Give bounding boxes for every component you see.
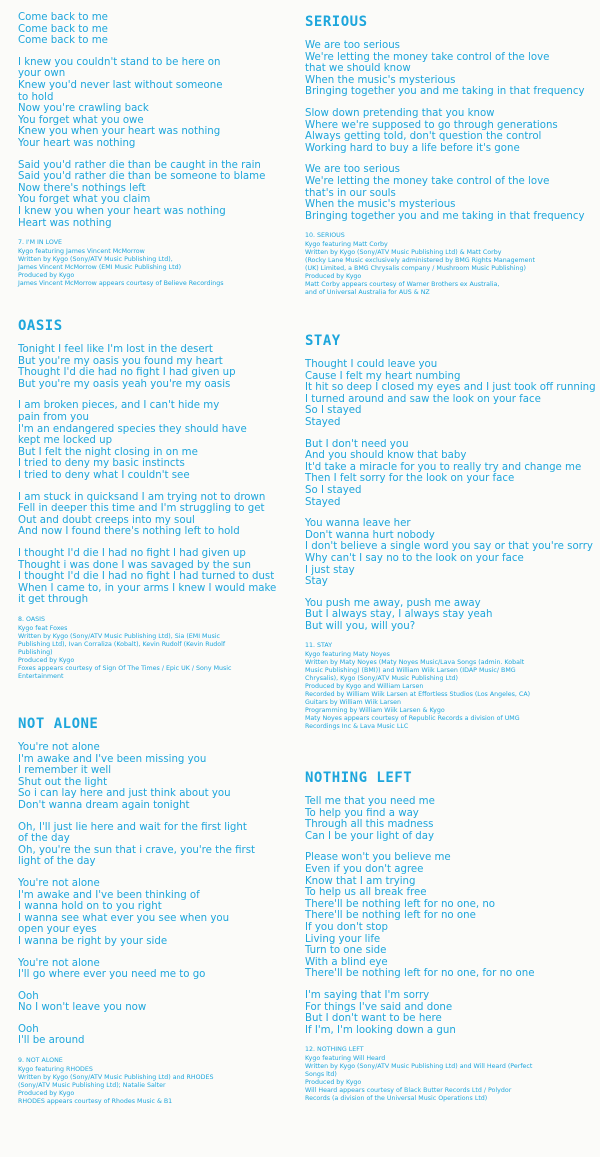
lyric-stanza — [18, 12, 293, 47]
credit-line: Produced by Kygo and William Larsen — [305, 683, 424, 691]
lyric-line: Oh, I'll just lie here and wait for the first light — [18, 821, 247, 833]
credit-line: Maty Noyes appears courtesy of Republic Records a division of UMG — [305, 715, 520, 723]
lyric-line: But I always stay, I always stay yeah — [305, 609, 493, 621]
credit-line: Music Publishing) (BMI)) and William Wiik Larsen (IDAP Music/ BMG — [305, 667, 516, 675]
lyric-line: Come back to me — [18, 12, 108, 23]
track-number-title: 8. OASIS — [18, 615, 46, 623]
track-credits — [305, 642, 595, 731]
lyric-line: If you don't stop — [305, 921, 388, 933]
lyric-line: So I stayed — [305, 405, 362, 417]
lyric-stanza — [305, 439, 595, 509]
credit-line: Written by Kygo (Sony/ATV Music Publishing Ltd) and RHODES — [18, 1074, 214, 1082]
lyric-line: Turn to one side — [305, 945, 387, 957]
lyric-stanza — [18, 878, 293, 948]
lyric-line: Then I felt sorry for the look on your face — [305, 473, 515, 485]
credit-line: Kygo featuring James Vincent McMorrow — [18, 248, 145, 256]
track-number-title: 10. SERIOUS — [305, 232, 345, 240]
lyric-line: Tell me that you need me — [305, 796, 435, 807]
lyric-line: We're letting the money take control of the love — [305, 175, 550, 187]
credit-line: Will Heard appears courtesy of Black Butter Records Ltd / Polydor — [305, 1087, 512, 1095]
section-nothing-left — [305, 770, 595, 1103]
lyric-line: Stayed — [305, 416, 341, 428]
lyric-line: Now you're crawling back — [18, 103, 149, 115]
lyric-line: You wanna leave her — [305, 518, 411, 530]
track-credits — [18, 616, 293, 681]
lyric-line: I'm an endangered species they should have — [18, 423, 247, 435]
lyric-line: of the day — [18, 833, 70, 845]
lyric-line: If I'm, I'm looking down a gun — [305, 1024, 456, 1036]
track-number-title: 12. NOTHING LEFT — [305, 1046, 364, 1054]
lyric-line: that we should know — [305, 63, 411, 75]
lyric-line: I am broken pieces, and I can't hide my — [18, 400, 220, 412]
credit-line: RHODES appears courtesy of Rhodes Music & B1 — [18, 1098, 173, 1106]
lyric-line: But you're my oasis you found my heart — [18, 355, 223, 367]
credit-line: Chrysalis), Kygo (Sony/ATV Music Publishing Ltd) — [305, 675, 458, 683]
lyric-line: Stay — [305, 576, 328, 588]
lyric-stanza — [18, 742, 293, 812]
lyric-stanza — [305, 796, 595, 842]
lyric-line: You're not alone — [18, 877, 100, 889]
lyric-line: With a blind eye — [305, 956, 388, 968]
lyric-stanza — [305, 598, 595, 633]
lyric-line: And now I found there's nothing left to hold — [18, 526, 240, 538]
lyric-line: But I don't want to be here — [305, 1013, 442, 1025]
credit-line: (Rocky Lane Music exclusively administered by BMG Rights Management — [305, 257, 535, 265]
lyric-line: I'll be around — [18, 1035, 85, 1047]
lyric-line: To help us all break free — [305, 887, 427, 899]
credit-line: Matt Corby appears courtesy of Warner Brothers ex Australia, — [305, 281, 500, 289]
credit-line: Written by Kygo (Sony/ATV Music Publishing Ltd), Sia (EMI Music — [18, 632, 220, 640]
track-number-title: 11. STAY — [305, 642, 333, 650]
lyric-line: light of the day — [18, 856, 96, 868]
section-serious — [305, 14, 595, 297]
credit-line: Songs ltd) — [305, 1071, 337, 1079]
credit-line: Records (a division of the Universal Music Operations Ltd) — [305, 1095, 488, 1103]
lyric-line: Ooh — [18, 990, 39, 1002]
credit-line: Entertainment — [18, 672, 64, 680]
credit-line: Produced by Kygo — [305, 1079, 362, 1087]
lyric-line: Said you'd rather die than be caught in the rain — [18, 159, 261, 171]
lyric-stanza — [305, 852, 595, 980]
lyric-line: pain from you — [18, 411, 89, 423]
lyric-line: We are too serious — [305, 40, 400, 51]
lyric-line: For things I've said and done — [305, 1001, 453, 1013]
credit-line: Guitars by William Wiik Larsen — [305, 699, 401, 707]
lyric-line: kept me locked up — [18, 435, 113, 447]
section-not-alone — [18, 716, 293, 1106]
credit-line: (UK) Limited, a BMG Chrysalis company / Mushroom Music Publishing) — [305, 265, 526, 273]
lyric-line: I turned around and saw the look on your face — [305, 393, 541, 405]
lyric-stanza — [305, 518, 595, 588]
section-come-back — [18, 12, 293, 288]
lyric-line: Your heart was nothing — [18, 137, 136, 149]
lyric-line: But I felt the night closing in on me — [18, 446, 198, 458]
credit-line: Programming by William Wiik Larsen & Kygo — [305, 707, 445, 715]
lyric-line: Why can't I say no to the look on your face — [305, 552, 524, 564]
credit-line: Kygo feat Foxes — [18, 624, 68, 632]
lyric-stanza — [305, 990, 595, 1036]
lyric-line: Come back to me — [18, 23, 108, 35]
lyric-line: There'll be nothing left for no one, for no one — [305, 968, 535, 980]
lyric-line: Stayed — [305, 496, 341, 508]
lyric-line: I tried to deny my basic instincts — [18, 458, 185, 470]
lyric-line: But you're my oasis yeah you're my oasis — [18, 378, 231, 390]
lyric-line: Bringing together you and me taking in that frequency — [305, 86, 585, 98]
lyric-line: It hit so deep I closed my eyes and I just took off running — [305, 382, 596, 394]
credit-line: Produced by Kygo — [18, 656, 75, 664]
lyric-line: open your eyes — [18, 924, 97, 936]
credit-line: Publishing) — [18, 648, 53, 656]
lyric-line: Thought I'd die had no fight I had given up — [18, 367, 236, 379]
lyric-stanza — [18, 548, 293, 606]
lyric-stanza — [18, 822, 293, 868]
lyric-line: Come back to me — [18, 35, 108, 47]
section-oasis — [18, 318, 293, 681]
song-title: OASIS — [18, 318, 63, 334]
lyric-line: It'd take a miracle for you to really try and change me — [305, 461, 582, 473]
lyric-line: I just stay — [305, 564, 355, 576]
lyric-line: Thought I could leave you — [305, 359, 438, 370]
credit-line: Kygo featuring RHODES — [18, 1066, 93, 1074]
lyric-stanza — [18, 344, 293, 390]
lyric-stanza — [18, 1024, 293, 1047]
lyric-line: So I stayed — [305, 484, 362, 496]
lyric-line: Don't wanna dream again tonight — [18, 799, 190, 811]
lyric-line: I tried to deny what I couldn't see — [18, 469, 190, 481]
lyric-line: Where we're supposed to go through generations — [305, 119, 558, 131]
lyric-stanza — [18, 57, 293, 150]
credit-line: and of Universal Australia for AUS & NZ — [305, 289, 430, 297]
lyric-line: Oh, you're the sun that i crave, you're the first — [18, 844, 256, 856]
lyric-line: You push me away, push me away — [305, 597, 481, 609]
lyric-line: it get through — [18, 594, 89, 606]
song-title: SERIOUS — [305, 14, 368, 30]
lyric-line: You forget what you claim — [18, 194, 151, 206]
song-title: STAY — [305, 333, 341, 349]
credit-line: Written by Kygo (Sony/ATV Music Publishing Ltd), — [18, 256, 173, 264]
lyric-line: Said you'd rather die than be someone to blame — [18, 171, 266, 183]
lyric-line: I knew you couldn't stand to be here on — [18, 56, 221, 68]
credit-line: Kygo featuring Matt Corby — [305, 241, 388, 249]
lyric-line: When I came to, in your arms I knew I would make — [18, 582, 277, 594]
credit-line: Foxes appears courtesy of Sign Of The Times / Epic UK / Sony Music — [18, 664, 232, 672]
credit-line: Recorded by William Wiik Larsen at Effortless Studios (Los Angeles, CA) — [305, 691, 531, 699]
lyric-line: to hold — [18, 91, 54, 103]
lyric-line: Living your life — [305, 933, 381, 945]
lyric-line: your own — [18, 68, 66, 80]
song-title: NOT ALONE — [18, 716, 99, 732]
lyric-line: When the music's mysterious — [305, 74, 456, 86]
lyric-line: You're not alone — [18, 742, 100, 753]
lyric-line: And you should know that baby — [305, 450, 467, 462]
lyric-line: Bringing together you and me taking in that frequency — [305, 210, 585, 222]
track-credits — [18, 1057, 293, 1106]
track-credits — [18, 239, 293, 288]
lyric-stanza — [18, 991, 293, 1014]
credit-line: Kygo featuring Maty Noyes — [305, 651, 390, 659]
credit-line: Produced by Kygo — [305, 273, 362, 281]
lyric-stanza — [305, 108, 595, 154]
credit-line: Written by Kygo (Sony/ATV Music Publishing Ltd) and Will Heard (Perfect — [305, 1063, 533, 1071]
lyric-line: So i can lay here and just think about you — [18, 788, 231, 800]
lyric-line: Now there's nothings left — [18, 182, 146, 194]
lyric-line: Please won't you believe me — [305, 852, 451, 864]
lyric-stanza — [18, 400, 293, 481]
lyric-line: You forget what you owe — [18, 114, 144, 126]
track-credits — [305, 1046, 595, 1103]
lyric-line: I remember it well — [18, 765, 112, 777]
lyric-line: There'll be nothing left for no one — [305, 910, 476, 922]
lyric-line: You're not alone — [18, 957, 100, 969]
credit-line: Publishing Ltd), Ivan Corraliza (Kobalt), Kevin Rudolf (Kevin Rudolf — [18, 640, 226, 648]
lyric-stanza — [18, 492, 293, 538]
lyric-line: No I won't leave you now — [18, 1002, 147, 1014]
lyric-line: Thought i was done I was savaged by the sun — [18, 559, 251, 571]
lyric-line: I wanna be right by your side — [18, 935, 168, 947]
lyric-line: I don't believe a single word you say or that you're sorry — [305, 541, 593, 553]
lyric-line: Even if you don't agree — [305, 863, 424, 875]
lyric-stanza — [305, 359, 595, 429]
lyric-line: Know that I am trying — [305, 875, 416, 887]
lyric-stanza — [305, 164, 595, 222]
lyric-line: But will you, will you? — [305, 620, 416, 632]
lyric-line: Heart was nothing — [18, 217, 112, 229]
credit-line: Written by Maty Noyes (Maty Noyes Music/Lava Songs (admin. Kobalt — [305, 659, 525, 667]
lyric-stanza — [18, 160, 293, 230]
lyric-line: To help you find a way — [305, 807, 419, 819]
lyric-stanza — [18, 958, 293, 981]
lyric-line: I thought I'd die I had no fight I had given up — [18, 547, 246, 559]
credit-line: Produced by Kygo — [18, 272, 75, 280]
lyric-line: Shut out the light — [18, 776, 108, 788]
lyric-line: I'm awake and I've been missing you — [18, 753, 207, 765]
lyric-line: We're letting the money take control of the love — [305, 51, 550, 63]
lyric-line: Cause I felt my heart numbing — [305, 370, 461, 382]
lyric-line: Working hard to buy a life before it's gone — [305, 142, 520, 154]
lyric-line: Can I be your light of day — [305, 830, 435, 842]
credit-line: James Vincent McMorrow appears courtesy of Believe Recordings — [18, 280, 224, 288]
lyric-line: Don't wanna hurt nobody — [305, 529, 435, 541]
lyric-stanza — [305, 40, 595, 98]
lyric-line: I'll go where ever you need me to go — [18, 969, 206, 981]
credit-line: Produced by Kygo — [18, 1090, 75, 1098]
lyric-line: I wanna see what ever you see when you — [18, 912, 230, 924]
lyric-line: When the music's mysterious — [305, 199, 456, 211]
lyric-line: Slow down pretending that you know — [305, 107, 495, 119]
lyric-line: Through all this madness — [305, 819, 434, 831]
credit-line: Written by Kygo (Sony/ATV Music Publishing Ltd) & Matt Corby — [305, 249, 502, 257]
lyric-line: Knew you when your heart was nothing — [18, 126, 221, 138]
lyric-line: that's in our souls — [305, 187, 396, 199]
lyric-line: I knew you when your heart was nothing — [18, 205, 226, 217]
lyric-line: I am stuck in quicksand I am trying not to drown — [18, 491, 266, 503]
lyric-line: I'm saying that I'm sorry — [305, 989, 430, 1001]
credit-line: James Vincent McMorrow (EMI Music Publishing Ltd) — [18, 264, 182, 272]
credit-line: (Sony/ATV Music Publishing Ltd); Natalie Salter — [18, 1082, 166, 1090]
track-credits — [305, 232, 595, 297]
track-number-title: 9. NOT ALONE — [18, 1057, 63, 1065]
lyric-line: Ooh — [18, 1023, 39, 1035]
credit-line: Recordings Inc & Lava Music LLC — [305, 723, 409, 731]
track-number-title: 7. I'M IN LOVE — [18, 239, 63, 247]
lyric-line: Knew you'd never last without someone — [18, 79, 223, 91]
lyric-line: I'm awake and I've been thinking of — [18, 889, 200, 901]
lyric-line: Tonight I feel like I'm lost in the desert — [18, 344, 213, 355]
section-stay — [305, 333, 595, 731]
lyric-line: Always getting told, don't question the control — [305, 131, 542, 143]
lyric-line: But I don't need you — [305, 438, 409, 450]
song-title: NOTHING LEFT — [305, 770, 413, 786]
credit-line: Kygo featuring Will Heard — [305, 1055, 386, 1063]
lyric-line: Out and doubt creeps into my soul — [18, 514, 195, 526]
lyric-line: There'll be nothing left for no one, no — [305, 898, 496, 910]
lyric-line: I wanna hold on to you right — [18, 901, 162, 913]
lyric-line: We are too serious — [305, 164, 400, 176]
lyric-line: I thought I'd die I had no fight I had turned to dust — [18, 571, 275, 583]
lyric-line: Fell in deeper this time and I'm struggling to get — [18, 503, 265, 515]
